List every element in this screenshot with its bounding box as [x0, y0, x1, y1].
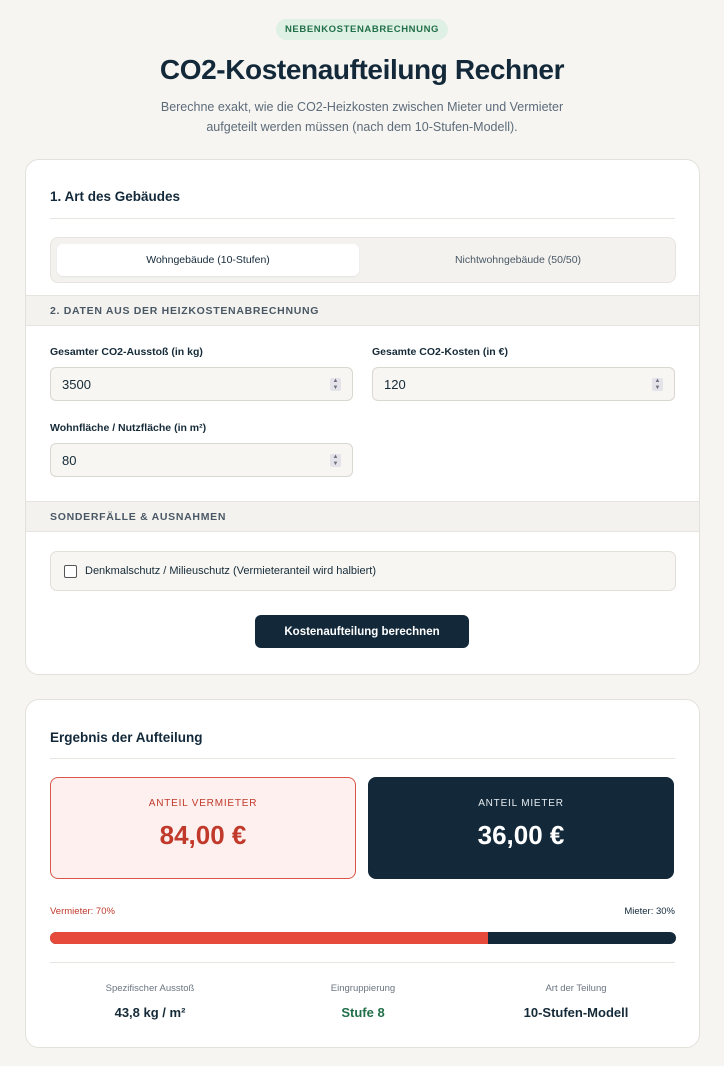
page-title: CO2-Kostenaufteilung Rechner	[159, 54, 565, 85]
section-divider	[50, 218, 675, 219]
page-subtitle: Berechne exakt, wie die CO2-Heizkosten zwischen Mieter und Vermieter aufgeteilt werden müssen (nach dem 10-Stufen-Modell).	[160, 100, 564, 134]
monument-protection-label[interactable]: Denkmalschutz / Milieuschutz (Vermieteranteil wird halbiert)	[85, 565, 376, 577]
stat-label: Spezifischer Ausstoß	[105, 983, 195, 994]
monument-protection-row[interactable]	[50, 551, 676, 591]
result-section-title: Ergebnis der Aufteilung	[50, 730, 203, 745]
co2-cost-input[interactable]	[372, 367, 675, 401]
stat-label: Art der Teilung	[545, 983, 607, 994]
category-badge: NEBENKOSTENABRECHNUNG	[276, 19, 448, 40]
landlord-share-label: ANTEIL VERMIETER	[148, 798, 258, 809]
area-input[interactable]	[50, 443, 353, 477]
monument-protection-checkbox[interactable]	[64, 565, 77, 578]
building-type-residential[interactable]: Wohngebäude (10-Stufen)	[57, 244, 359, 276]
co2-emission-value: 3500	[62, 376, 91, 392]
landlord-share-box	[50, 777, 356, 879]
split-progress-bar	[50, 932, 676, 944]
landlord-split-fill	[50, 932, 488, 944]
header-badge-wrap	[0, 19, 724, 40]
stat-value: Stufe 8	[341, 1005, 385, 1020]
landlord-percent-label: Vermieter: 70%	[50, 906, 115, 917]
input-card	[25, 159, 700, 675]
result-card	[25, 699, 700, 1048]
tenant-share-box	[368, 777, 674, 879]
stat-grouping	[259, 983, 467, 1020]
calculate-button[interactable]: Kostenaufteilung berechnen	[255, 615, 469, 648]
co2-emission-label: Gesamter CO2-Ausstoß (in kg)	[50, 346, 203, 358]
area-value: 80	[62, 452, 77, 468]
tenant-share-value: 36,00 €	[477, 820, 565, 850]
co2-cost-value: 120	[384, 376, 406, 392]
landlord-share-value: 84,00 €	[159, 820, 247, 850]
stat-split-type	[472, 983, 680, 1020]
tenant-percent-label: Mieter: 30%	[624, 906, 675, 917]
tenant-share-label: ANTEIL MIETER	[478, 798, 564, 809]
number-spinner-icon[interactable]: ▲ ▼	[330, 378, 341, 391]
building-section-title: 1. Art des Gebäudes	[50, 189, 181, 204]
stats-divider	[50, 962, 675, 963]
number-spinner-icon[interactable]: ▲ ▼	[330, 454, 341, 467]
co2-emission-input[interactable]	[50, 367, 353, 401]
number-spinner-icon[interactable]: ▲ ▼	[652, 378, 663, 391]
building-type-nonresidential[interactable]: Nichtwohngebäude (50/50)	[454, 254, 582, 266]
special-section-header: SONDERFÄLLE & AUSNAHMEN	[26, 501, 700, 532]
stat-specific-emission	[46, 983, 254, 1020]
section-divider	[50, 758, 675, 759]
stat-value: 43,8 kg / m²	[114, 1005, 186, 1020]
co2-cost-label: Gesamte CO2-Kosten (in €)	[372, 346, 508, 358]
building-type-toggle	[50, 237, 676, 283]
stat-label: Eingruppierung	[330, 983, 396, 994]
stat-value: 10-Stufen-Modell	[523, 1005, 629, 1020]
data-section-header: 2. DATEN AUS DER HEIZKOSTENABRECHNUNG	[26, 295, 700, 326]
area-label: Wohnfläche / Nutzfläche (in m²)	[50, 422, 207, 434]
